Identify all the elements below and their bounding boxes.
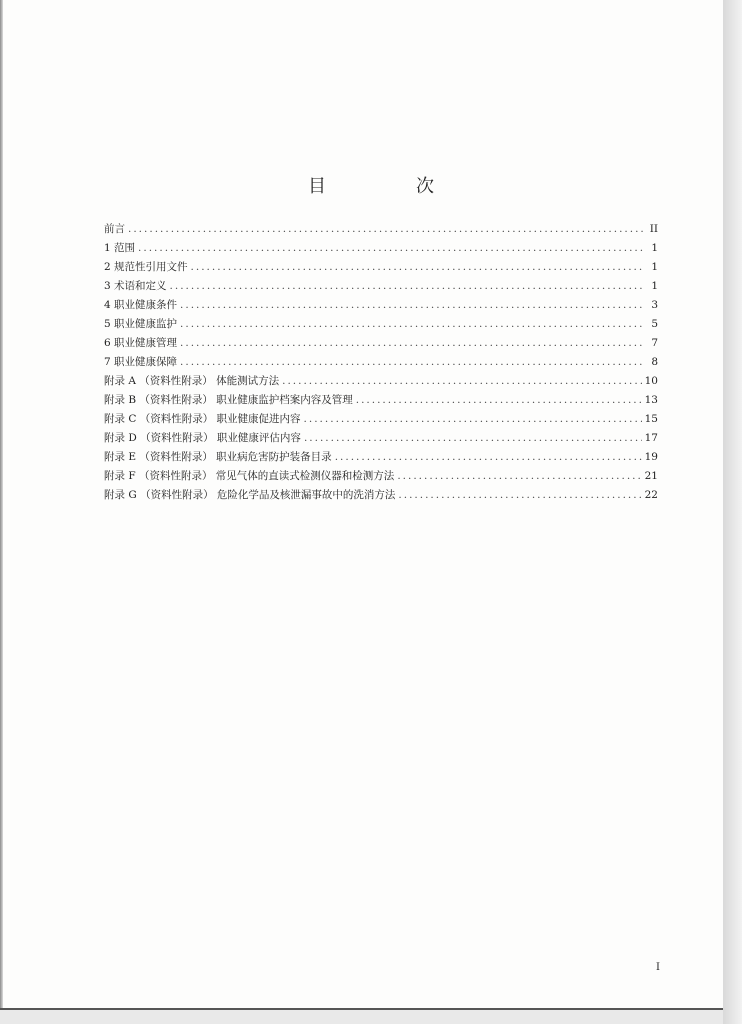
page-left-edge <box>0 0 3 1008</box>
toc-entry-foreword[interactable] <box>104 220 658 239</box>
toc-entry-page: II <box>649 223 658 235</box>
toc-entry-page: 17 <box>644 432 658 444</box>
toc-entry-appendix-a[interactable] <box>104 372 658 391</box>
toc-entry-label: 5 职业健康监护 <box>104 318 178 330</box>
toc-entry-page: 3 <box>651 299 658 311</box>
toc-entry-label: 附录 E （资料性附录） 职业病危害防护装备目录 <box>104 451 332 463</box>
toc-entry-health-surveillance[interactable] <box>104 315 658 334</box>
toc-dot-leader <box>304 410 642 429</box>
toc-entry-scope[interactable] <box>104 239 658 258</box>
toc-dot-leader <box>180 296 643 315</box>
toc-dot-leader <box>397 467 641 486</box>
table-of-contents <box>104 220 658 505</box>
toc-entry-health-management[interactable] <box>104 334 658 353</box>
toc-dot-leader <box>191 258 643 277</box>
toc-dot-leader <box>304 429 642 448</box>
toc-entry-terms-definitions[interactable] <box>104 277 658 296</box>
toc-entry-page: 13 <box>644 394 658 406</box>
toc-entry-page: 19 <box>644 451 658 463</box>
toc-dot-leader <box>180 353 643 372</box>
toc-entry-label: 附录 A （资料性附录） 体能测试方法 <box>104 375 280 387</box>
toc-dot-leader <box>138 239 643 258</box>
toc-entry-normative-references[interactable] <box>104 258 658 277</box>
toc-entry-label: 前言 <box>104 223 125 235</box>
toc-entry-label: 7 职业健康保障 <box>104 356 178 368</box>
toc-entry-appendix-e[interactable] <box>104 448 658 467</box>
toc-entry-page: 1 <box>651 261 658 273</box>
toc-entry-page: 7 <box>651 337 658 349</box>
toc-entry-page: 15 <box>644 413 658 425</box>
toc-entry-label: 附录 D （资料性附录） 职业健康评估内容 <box>104 432 301 444</box>
toc-dot-leader <box>398 486 641 505</box>
page-right-shadow <box>723 0 742 1024</box>
toc-entry-page: 8 <box>651 356 658 368</box>
toc-entry-label: 2 规范性引用文件 <box>104 261 188 273</box>
toc-entry-label: 6 职业健康管理 <box>104 337 178 349</box>
toc-entry-appendix-d[interactable] <box>104 429 658 448</box>
toc-entry-page: 22 <box>644 489 658 501</box>
toc-entry-label: 4 职业健康条件 <box>104 299 178 311</box>
toc-entry-health-assurance[interactable] <box>104 353 658 372</box>
toc-entry-label: 附录 F （资料性附录） 常见气体的直读式检测仪器和检测方法 <box>104 470 395 482</box>
toc-entry-page: 5 <box>651 318 658 330</box>
toc-entry-appendix-f[interactable] <box>104 467 658 486</box>
toc-entry-health-conditions[interactable] <box>104 296 658 315</box>
toc-dot-leader <box>356 391 642 410</box>
page-title: 目 次 <box>308 176 470 198</box>
toc-dot-leader <box>282 372 642 391</box>
toc-entry-label: 3 术语和定义 <box>104 280 167 292</box>
toc-dot-leader <box>128 220 643 239</box>
page-number: I <box>656 962 660 973</box>
toc-dot-leader <box>335 448 642 467</box>
toc-entry-label: 附录 C （资料性附录） 职业健康促进内容 <box>104 413 301 425</box>
toc-entry-label: 附录 B （资料性附录） 职业健康监护档案内容及管理 <box>104 394 353 406</box>
toc-entry-page: 1 <box>651 242 658 254</box>
toc-entry-appendix-b[interactable] <box>104 391 658 410</box>
toc-dot-leader <box>180 315 643 334</box>
toc-entry-appendix-g[interactable] <box>104 486 658 505</box>
toc-entry-page: 1 <box>651 280 658 292</box>
toc-entry-appendix-c[interactable] <box>104 410 658 429</box>
toc-entry-label: 附录 G （资料性附录） 危险化学品及核泄漏事故中的洗消方法 <box>104 489 396 501</box>
toc-entry-label: 1 范围 <box>104 242 136 254</box>
toc-dot-leader <box>170 277 643 296</box>
toc-entry-page: 21 <box>644 470 658 482</box>
toc-entry-page: 10 <box>644 375 658 387</box>
toc-dot-leader <box>180 334 643 353</box>
